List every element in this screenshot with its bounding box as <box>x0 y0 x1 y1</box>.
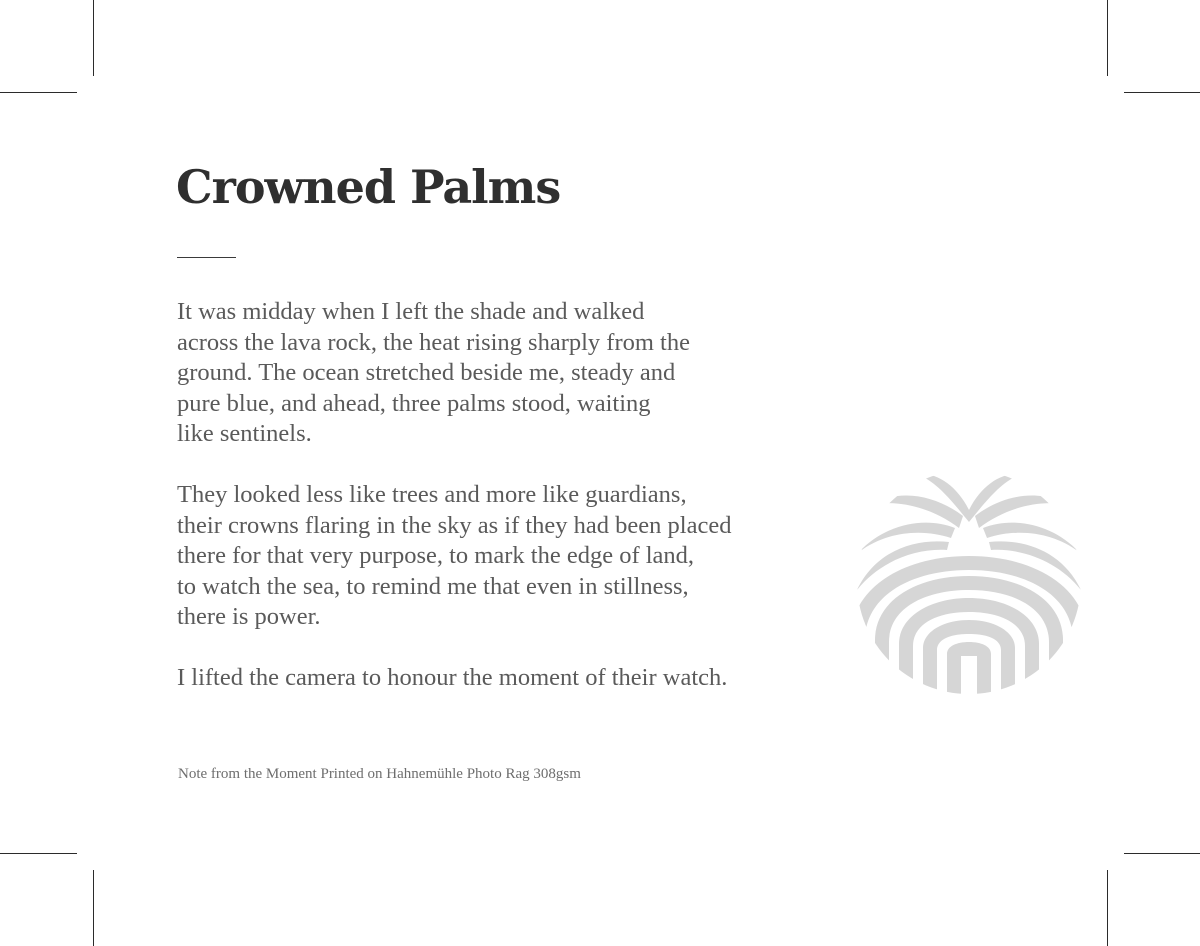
title-divider <box>177 257 236 258</box>
text-line: across the lava rock, the heat rising sharply from the <box>177 328 690 356</box>
crop-mark <box>93 0 94 76</box>
card-title: Crowned Palms <box>176 160 561 214</box>
text-line: to watch the sea, to remind me that even in stillness, <box>177 572 689 600</box>
crop-mark <box>0 92 77 93</box>
paragraph-gap <box>177 633 817 664</box>
text-line: like sentinels. <box>177 420 312 447</box>
text-line: pure blue, and ahead, three palms stood, waiting <box>177 389 651 417</box>
crop-mark <box>1124 853 1200 854</box>
crop-mark <box>1107 870 1108 946</box>
crop-mark <box>93 870 94 946</box>
paragraph <box>177 297 817 450</box>
palm-logo-icon <box>851 470 1087 694</box>
print-note: Note from the Moment Printed on Hahnemühle Photo Rag 308gsm <box>178 766 581 782</box>
paragraph-gap <box>177 450 817 481</box>
text-line: there is power. <box>177 603 321 630</box>
text-line: there for that very purpose, to mark the edge of land, <box>177 542 695 569</box>
text-line: their crowns flaring in the sky as if they had been placed <box>177 511 732 539</box>
crop-mark <box>1124 92 1200 93</box>
paragraph <box>177 663 817 694</box>
text-line: I lifted the camera to honour the moment of their watch. <box>177 664 728 691</box>
crop-mark <box>0 853 77 854</box>
text-line: ground. The ocean stretched beside me, steady and <box>177 359 676 386</box>
text-line: They looked less like trees and more like guardians, <box>177 481 687 508</box>
crop-mark <box>1107 0 1108 76</box>
paragraph <box>177 480 817 633</box>
text-line: It was midday when I left the shade and walked <box>177 298 645 325</box>
card-body <box>177 297 817 694</box>
